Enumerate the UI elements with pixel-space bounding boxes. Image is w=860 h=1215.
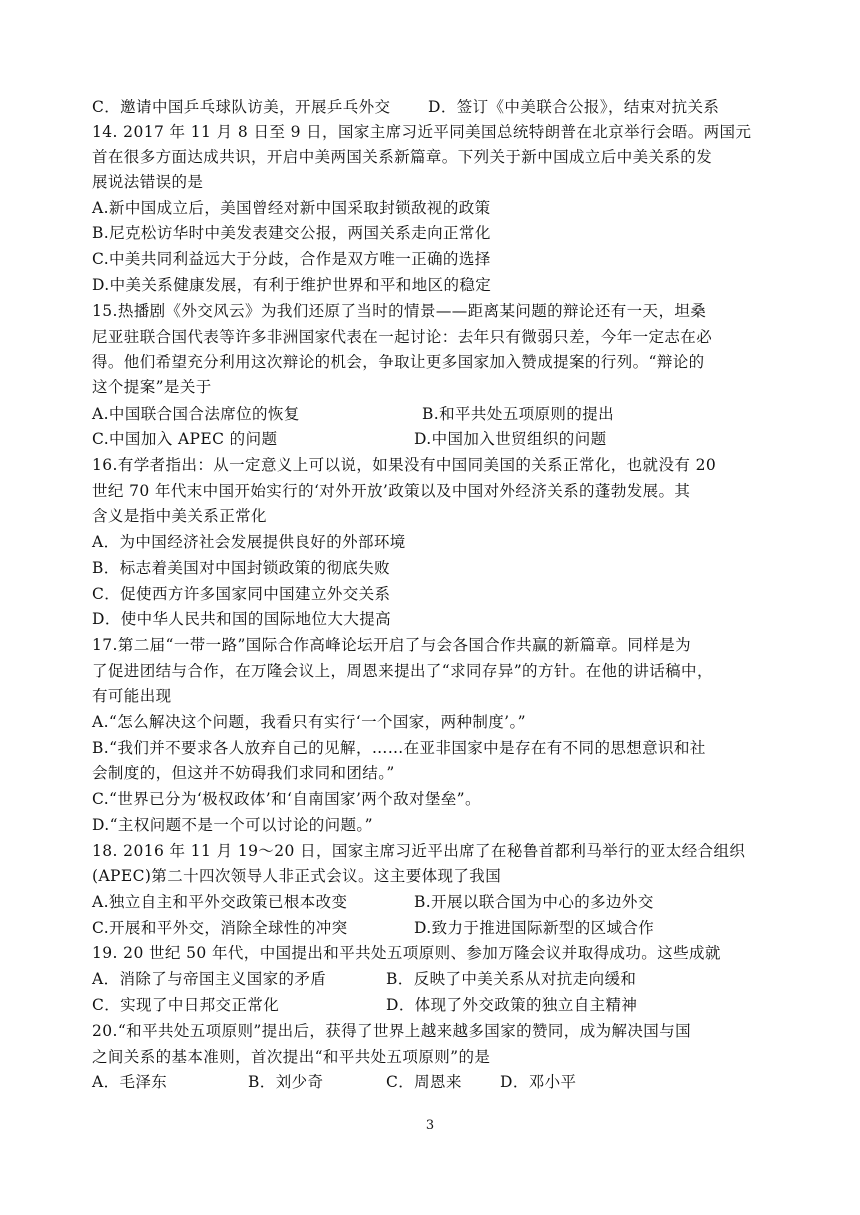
q19-stem: 19. 20 世纪 50 年代，中国提出和平共处五项原则、参加万隆会议并取得成功。这些成就 [92,944,721,962]
q15-stem-line-2: 尼亚驻联合国代表等许多非洲国家代表在一起讨论：去年只有微弱只差，今年一定志在必 [92,328,713,346]
q18-option-a: A.独立自主和平外交政策已根本改变 [92,893,348,911]
q16-option-c: C．促使西方许多国家同中国建立外交关系 [92,585,391,603]
q16-stem-line-1: 16.有学者指出：从一定意义上可以说，如果没有中国同美国的关系正常化，也就没有 20 [92,456,717,474]
q14-stem-line-3: 展说法错误的是 [92,173,204,191]
q15-stem-line-4: 这个提案”是关于 [92,378,212,396]
q20-option-b: B．刘少奇 [248,1073,324,1091]
q19-option-b: B．反映了中美关系从对抗走向缓和 [386,970,637,988]
q15-stem-line-1: 15.热播剧《外交风云》为我们还原了当时的情景——距离某问题的辩论还有一天，坦桑 [92,302,707,320]
q14-option-a: A.新中国成立后，美国曾经对新中国采取封锁敌视的政策 [92,199,491,217]
q14-stem-line-1: 14. 2017 年 11 月 8 日至 9 日，国家主席习近平同美国总统特朗普在北京举行会晤。两国元 [92,123,752,141]
q18-stem-line-1: 18. 2016 年 11 月 19～20 日，国家主席习近平出席了在秘鲁首都利马举行的亚太经合组织 [92,842,746,860]
q15-option-a: A.中国联合国合法席位的恢复 [92,405,300,423]
q17-option-a: A.“怎么解决这个问题，我看只有实行‘一个国家，两种制度’。” [92,713,526,731]
q13-option-d: D．签订《中美联合公报》，结束对抗关系 [428,98,720,116]
page-number: 3 [425,1118,435,1133]
q16-option-d: D．使中华人民共和国的国际地位大大提高 [92,610,392,628]
q17-stem-line-1: 17.第二届“一带一路”国际合作高峰论坛开启了与会各国合作共赢的新篇章。同样是为 [92,636,692,654]
q20-option-d: D．邓小平 [500,1073,577,1091]
q20-stem-line-2: 之间关系的基本准则，首次提出“和平共处五项原则”的是 [92,1048,491,1066]
q17-stem-line-3: 有可能出现 [92,687,172,705]
q15-option-b: B.和平共处五项原则的提出 [422,405,615,423]
q19-option-a: A．消除了与帝国主义国家的矛盾 [92,970,327,988]
q14-option-b: B.尼克松访华时中美发表建交公报，两国关系走向正常化 [92,224,491,242]
q18-option-b: B.开展以联合国为中心的多边外交 [414,893,654,911]
q16-stem-line-2: 世纪 70 年代末中国开始实行的‘对外开放’政策以及中国对外经济关系的蓬勃发展。其 [92,482,691,500]
q20-option-c: C．周恩来 [386,1073,462,1091]
q18-option-c: C.开展和平外交，消除全球性的冲突 [92,919,348,937]
q14-option-c: C.中美共同利益远大于分歧，合作是双方唯一正确的选择 [92,250,491,268]
q19-option-d: D．体现了外交政策的独立自主精神 [386,996,638,1014]
q17-stem-line-2: 了促进团结与合作，在万隆会议上，周恩来提出了“求同存异”的方针。在他的讲话稿中， [92,662,713,680]
q18-option-d: D.致力于推进国际新型的区域合作 [414,919,655,937]
q14-option-d: D.中美关系健康发展，有利于维护世界和平和地区的稳定 [92,276,492,294]
q14-stem-line-2: 首在很多方面达成共识，开启中美两国关系新篇章。下列关于新中国成立后中美关系的发 [92,148,713,166]
q17-option-d: D.“主权问题不是一个可以讨论的问题。” [92,816,373,834]
q16-stem-line-3: 含义是指中美关系正常化 [92,507,267,525]
q15-option-d: D.中国加入世贸组织的问题 [414,430,607,448]
q17-option-c: C.“世界已分为‘极权政体’和‘自南国家’两个敌对堡垒”。 [92,790,481,808]
q16-option-b: B．标志着美国对中国封锁政策的彻底失败 [92,559,390,577]
q15-option-c: C.中国加入 APEC 的问题 [92,430,278,448]
q19-option-c: C．实现了中日邦交正常化 [92,996,280,1014]
q18-stem-line-2: (APEC)第二十四次领导人非正式会议。这主要体现了我国 [92,867,502,885]
q17-option-b-line-1: B.“我们并不要求各人放弃自己的见解，……在亚非国家中是存在有不同的思想意识和社 [92,739,706,757]
q13-option-c: C．邀请中国乒乓球队访美，开展乒乓外交 [92,98,391,116]
q17-option-b-line-2: 会制度的，但这并不妨碍我们求同和团结。” [92,764,395,782]
q15-stem-line-3: 得。他们希望充分利用这次辩论的机会，争取让更多国家加入赞成提案的行列。“辩论的 [92,353,705,371]
q20-option-a: A．毛泽东 [92,1073,168,1091]
q20-stem-line-1: 20.“和平共处五项原则”提出后，获得了世界上越来越多国家的赞同，成为解决国与国 [92,1022,692,1040]
q16-option-a: A．为中国经济社会发展提供良好的外部环境 [92,533,406,551]
